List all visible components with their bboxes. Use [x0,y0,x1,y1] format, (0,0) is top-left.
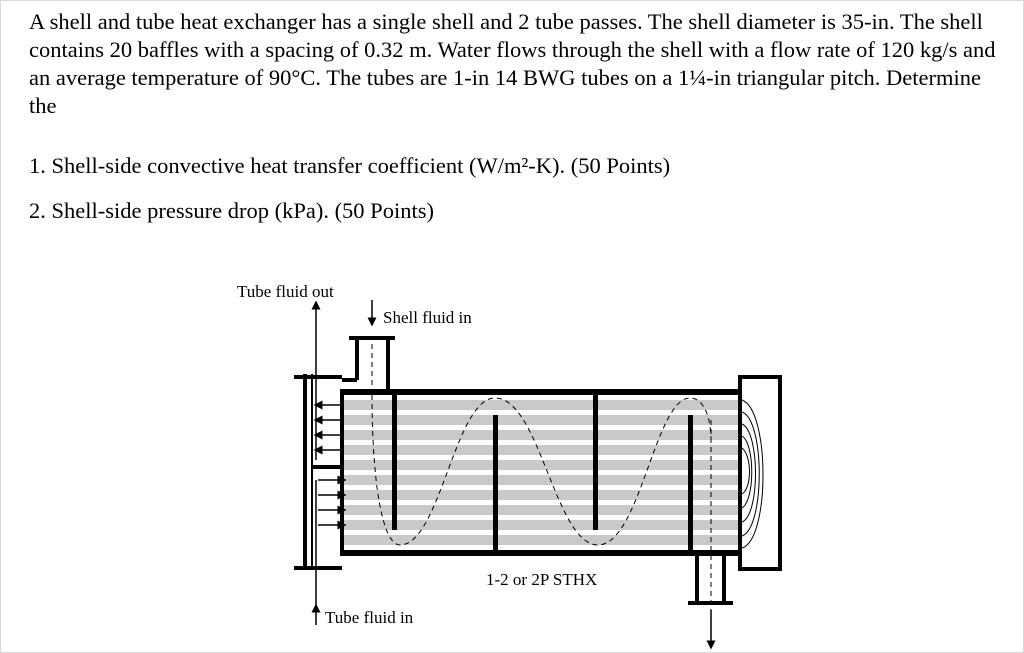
heat-exchanger-diagram [200,270,800,652]
shell [342,389,740,556]
label-tube-fluid-in: Tube fluid in [325,608,414,627]
channel-arrows-in [318,480,342,525]
tube-bundle [342,400,740,545]
problem-statement: A shell and tube heat exchanger has a single shell and 2 tube passes. The shell diameter is 35-in. The shell contains 20 baffles with a spacing of 0.32 m. Water flows through the shell with a flow rate of 120 kg/s and an average temperature of 90°C. The tubes are 1-in 14 BWG tubes on a 1¼-in triangular pitch. Determine the [29,9,996,118]
channel-arrows-out [318,405,342,450]
front-head [294,374,342,570]
label-tube-fluid-out: Tube fluid out [237,282,334,301]
label-caption: 1-2 or 2P STHX [486,570,598,589]
question-1: 1. Shell-side convective heat transfer coefficient (W/m²-K). (50 Points) [29,153,671,178]
label-shell-fluid-in: Shell fluid in [383,308,472,327]
rear-head [740,377,780,569]
question-2: 2. Shell-side pressure drop (kPa). (50 Points) [29,198,434,223]
